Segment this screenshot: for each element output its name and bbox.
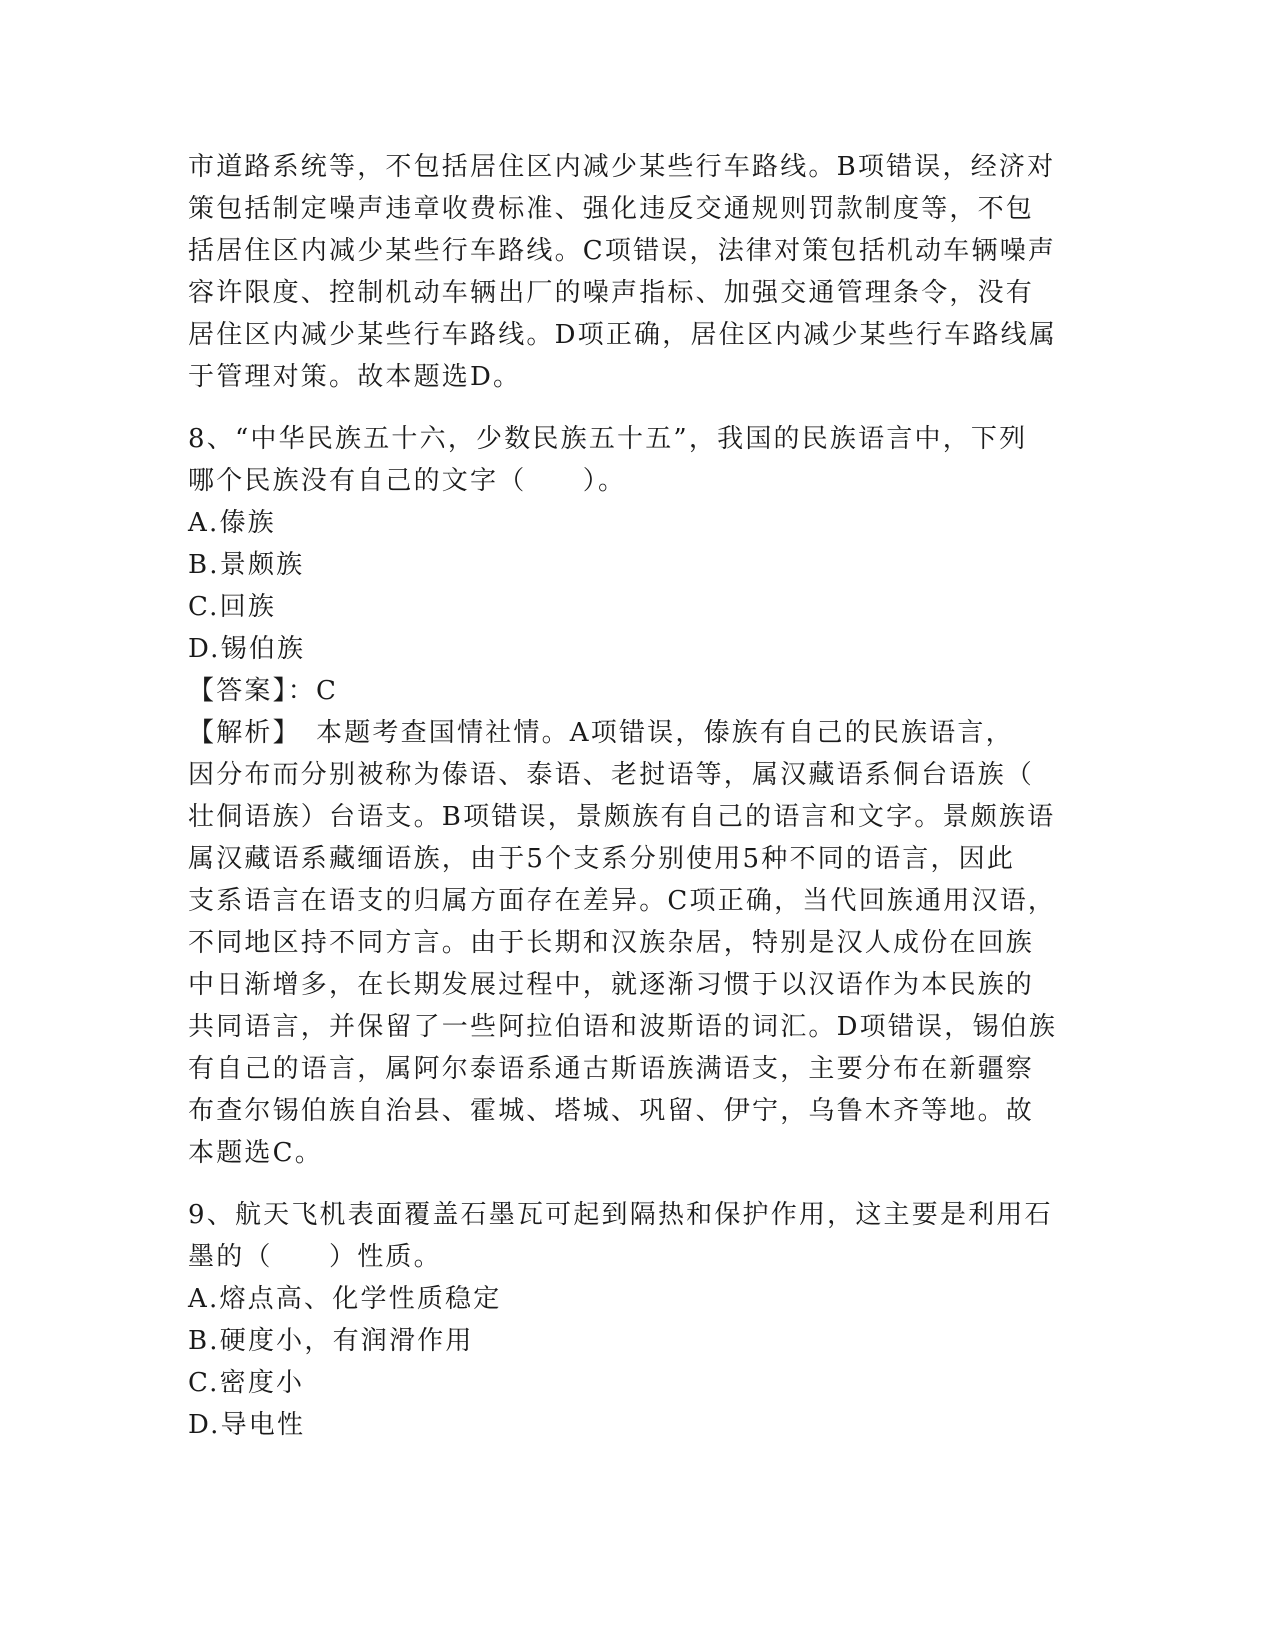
analysis-line: 不同地区持不同方言。由于长期和汉族杂居，特别是汉人成份在回族: [188, 928, 1035, 958]
option-d: D.锡伯族: [188, 634, 306, 664]
spacer: [188, 398, 1088, 418]
option-b: B.景颇族: [188, 550, 305, 580]
option-c: C.密度小: [188, 1368, 305, 1398]
question-stem-line: 哪个民族没有自己的文字（ ）。: [188, 466, 627, 496]
analysis-line: 属汉藏语系藏缅语族，由于5个支系分别使用5种不同的语言，因此: [188, 844, 1016, 874]
analysis-line: 中日渐增多，在长期发展过程中，就逐渐习惯于以汉语作为本民族的: [188, 970, 1035, 1000]
explanation-line: 于管理对策。故本题选D。: [188, 362, 522, 392]
option-d: D.导电性: [188, 1410, 306, 1440]
analysis-line: 本题选C。: [188, 1138, 323, 1168]
analysis-line: 共同语言，并保留了一些阿拉伯语和波斯语的词汇。D项错误，锡伯族: [188, 1012, 1058, 1042]
explanation-line: 居住区内减少某些行车路线。D项正确，居住区内减少某些行车路线属: [188, 320, 1058, 350]
analysis-line: 【解析】 本题考查国情社情。A项错误，傣族有自己的民族语言，: [188, 718, 1014, 748]
explanation-line: 市道路系统等，不包括居住区内减少某些行车路线。B项错误，经济对: [188, 152, 1056, 182]
answer-line: 【答案】：C: [188, 676, 339, 706]
question-stem-line: 墨的（ ）性质。: [188, 1242, 442, 1272]
spacer: [188, 1174, 1088, 1194]
question-8: [188, 418, 1088, 1174]
analysis-line: 支系语言在语支的归属方面存在差异。C项正确，当代回族通用汉语，: [188, 886, 1057, 916]
question-stem-line: 8、“中华民族五十六，少数民族五十五”，我国的民族语言中，下列: [188, 424, 1028, 454]
option-a: A.傣族: [188, 508, 276, 538]
document-body: [188, 146, 1088, 1446]
analysis-line: 有自己的语言，属阿尔泰语系通古斯语族满语支，主要分布在新疆察: [188, 1054, 1035, 1084]
explanation-line: 容许限度、控制机动车辆出厂的噪声指标、加强交通管理条令，没有: [188, 278, 1035, 308]
previous-question-explanation: [188, 146, 1088, 398]
option-c: C.回族: [188, 592, 277, 622]
question-9: [188, 1194, 1088, 1446]
question-stem-line: 9、航天飞机表面覆盖石墨瓦可起到隔热和保护作用，这主要是利用石: [188, 1200, 1053, 1230]
option-a: A.熔点高、化学性质稳定: [188, 1284, 502, 1314]
explanation-line: 策包括制定噪声违章收费标准、强化违反交通规则罚款制度等，不包: [188, 194, 1035, 224]
option-b: B.硬度小，有润滑作用: [188, 1326, 474, 1356]
analysis-line: 布查尔锡伯族自治县、霍城、塔城、巩留、伊宁，乌鲁木齐等地。故: [188, 1096, 1035, 1126]
analysis-line: 壮侗语族）台语支。B项错误，景颇族有自己的语言和文字。景颇族语: [188, 802, 1056, 832]
explanation-line: 括居住区内减少某些行车路线。C项错误，法律对策包括机动车辆噪声: [188, 236, 1057, 266]
analysis-line: 因分布而分别被称为傣语、泰语、老挝语等，属汉藏语系侗台语族（: [188, 760, 1035, 790]
